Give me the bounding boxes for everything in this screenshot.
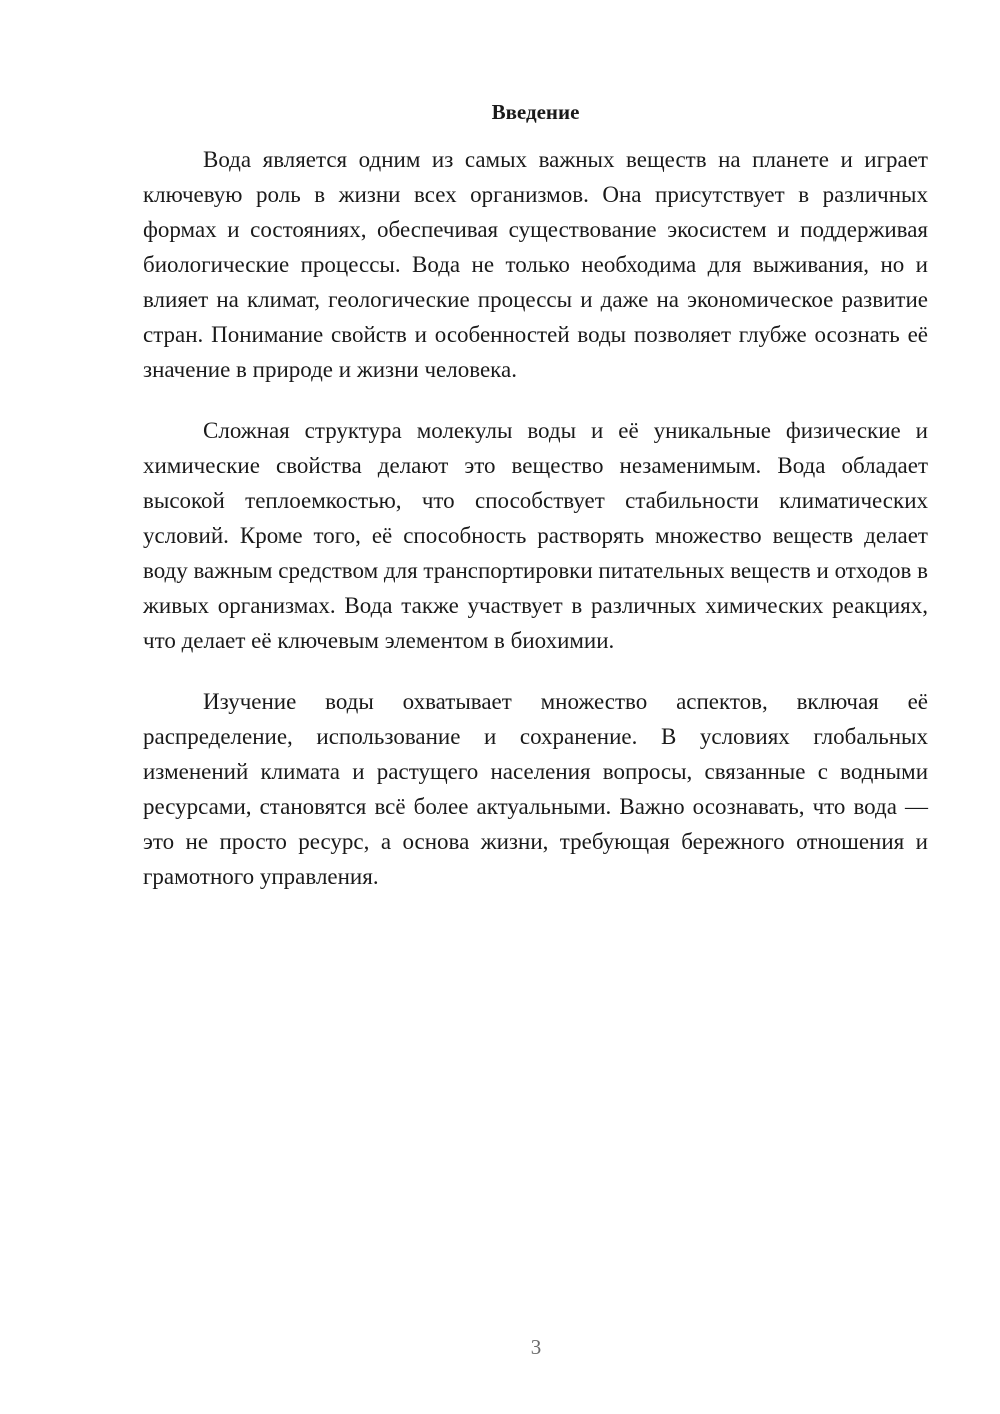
- section-title: Введение: [491, 100, 580, 124]
- body-text: [143, 142, 928, 920]
- paragraph-2: Сложная структура молекулы воды и её уникальные физические и химические свойства делают это вещество незаменимым. Вода обладает высокой теплоемкостью, что способствует стабильности климатических условий. Кроме того, её способность растворять множество веществ делает воду важным средством для транспортировки питательных веществ и отходов в живых организмах. Вода также участвует в различных химических реакциях, что делает её ключевым элементом в биохимии.: [143, 418, 928, 653]
- paragraph-1: Вода является одним из самых важных веществ на планете и играет ключевую роль в жизни всех организмов. Она присутствует в различных формах и состояниях, обеспечивая существование экосистем и поддерживая биологические процессы. Вода не только необходима для выживания, но и влияет на климат, геологические процессы и даже на экономическое развитие стран. Понимание свойств и особенностей воды позволяет глубже осознать её значение в природе и жизни человека.: [143, 147, 928, 382]
- page-number: 3: [530, 1335, 542, 1359]
- paragraph-3: Изучение воды охватывает множество аспектов, включая её распределение, использование и сохранение. В условиях глобальных изменений климата и растущего населения вопросы, связанные с водными ресурсами, становятся всё более актуальными. Важно осознавать, что вода — это не просто ресурс, а основа жизни, требующая бережного отношения и грамотного управления.: [143, 689, 928, 889]
